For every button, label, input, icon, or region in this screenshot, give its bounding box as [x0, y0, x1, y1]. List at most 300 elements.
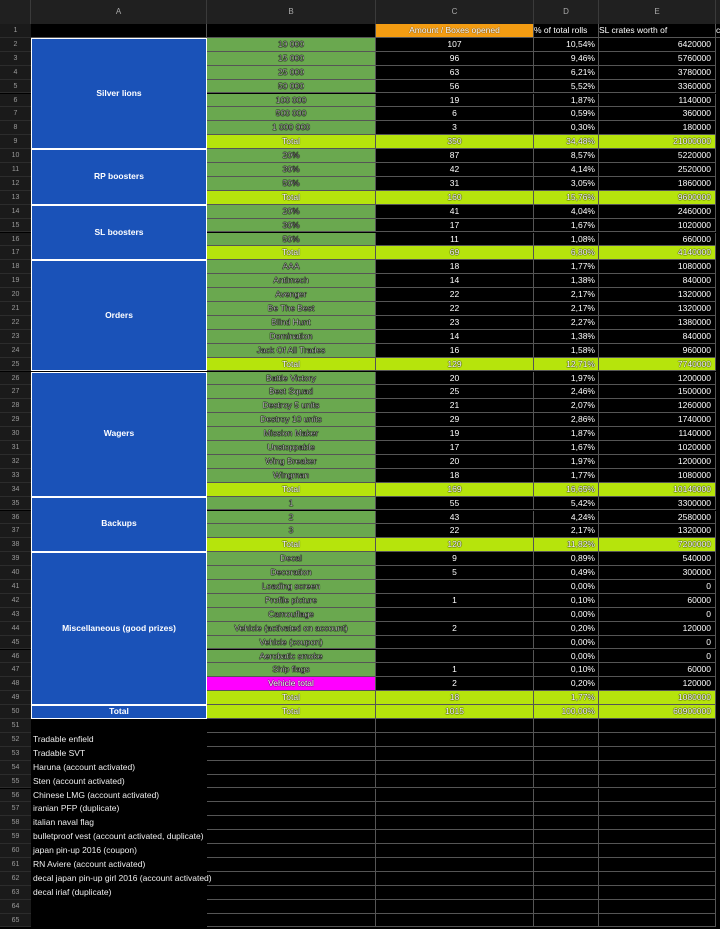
row-number[interactable]: 65: [0, 914, 31, 928]
item-name-cell[interactable]: 10 000: [207, 38, 376, 52]
row-number[interactable]: 28: [0, 399, 31, 413]
column-header-c[interactable]: C: [376, 0, 534, 24]
row-number[interactable]: 36: [0, 511, 31, 525]
percent-cell[interactable]: 1,87%: [534, 427, 599, 441]
category-label[interactable]: Silver lions: [31, 38, 207, 149]
row-number[interactable]: 41: [0, 580, 31, 594]
category-label[interactable]: Orders: [31, 260, 207, 371]
sl-worth-cell[interactable]: 2580000: [599, 511, 716, 525]
item-name-cell[interactable]: Battle Victory: [207, 372, 376, 386]
item-name-cell[interactable]: Ship flags: [207, 663, 376, 677]
row-number[interactable]: 55: [0, 775, 31, 789]
amount-cell[interactable]: 1: [376, 663, 534, 677]
amount-cell[interactable]: [376, 608, 534, 622]
row-number[interactable]: 31: [0, 441, 31, 455]
sl-worth-cell[interactable]: 1740000: [599, 413, 716, 427]
empty-cell[interactable]: [534, 872, 599, 886]
sl-worth-cell[interactable]: 840000: [599, 330, 716, 344]
empty-cell[interactable]: [599, 900, 716, 914]
empty-cell[interactable]: [376, 775, 534, 789]
empty-cell[interactable]: [376, 747, 534, 761]
note-text[interactable]: [31, 719, 33, 733]
row-number[interactable]: 39: [0, 552, 31, 566]
empty-cell[interactable]: [207, 886, 376, 900]
amount-cell[interactable]: 23: [376, 316, 534, 330]
group-total-amount[interactable]: 69: [376, 246, 534, 260]
row-number[interactable]: 6: [0, 94, 31, 108]
column-header-a[interactable]: A: [31, 0, 207, 24]
group-total-label[interactable]: Total: [207, 691, 376, 705]
empty-cell[interactable]: [534, 747, 599, 761]
amount-cell[interactable]: 25: [376, 385, 534, 399]
row-number[interactable]: 23: [0, 330, 31, 344]
empty-cell[interactable]: [376, 733, 534, 747]
sl-worth-cell[interactable]: 1380000: [599, 316, 716, 330]
empty-cell[interactable]: [207, 789, 376, 803]
group-total-amount[interactable]: 129: [376, 358, 534, 372]
percent-cell[interactable]: 0,30%: [534, 121, 599, 135]
amount-cell[interactable]: 6: [376, 107, 534, 121]
row-number[interactable]: 33: [0, 469, 31, 483]
sl-worth-cell[interactable]: 1080000: [599, 469, 716, 483]
empty-cell[interactable]: [207, 802, 376, 816]
row-number[interactable]: 60: [0, 844, 31, 858]
row-number[interactable]: 62: [0, 872, 31, 886]
sl-worth-cell[interactable]: 540000: [599, 552, 716, 566]
item-name-cell[interactable]: Blind Hunt: [207, 316, 376, 330]
group-total-sl-worth[interactable]: 21000000: [599, 135, 716, 149]
category-label[interactable]: Backups: [31, 497, 207, 553]
item-name-cell[interactable]: Wing Breaker: [207, 455, 376, 469]
percent-cell[interactable]: 1,58%: [534, 344, 599, 358]
percent-cell[interactable]: 0,20%: [534, 677, 599, 691]
empty-cell[interactable]: [376, 816, 534, 830]
percent-cell[interactable]: 1,97%: [534, 455, 599, 469]
item-name-cell[interactable]: 25 000: [207, 66, 376, 80]
row-number[interactable]: 42: [0, 594, 31, 608]
percent-cell[interactable]: 2,27%: [534, 316, 599, 330]
percent-cell[interactable]: 1,77%: [534, 260, 599, 274]
amount-cell[interactable]: 41: [376, 205, 534, 219]
row-number[interactable]: 26: [0, 372, 31, 386]
row-number[interactable]: 61: [0, 858, 31, 872]
row-number[interactable]: 47: [0, 663, 31, 677]
item-name-cell[interactable]: 3: [207, 524, 376, 538]
note-text[interactable]: [31, 900, 33, 914]
amount-cell[interactable]: 21: [376, 399, 534, 413]
amount-cell[interactable]: [376, 580, 534, 594]
empty-cell[interactable]: [599, 789, 716, 803]
percent-cell[interactable]: 2,17%: [534, 524, 599, 538]
group-total-amount[interactable]: 350: [376, 135, 534, 149]
item-name-cell[interactable]: 1: [207, 497, 376, 511]
percent-cell[interactable]: 0,49%: [534, 566, 599, 580]
empty-cell[interactable]: [207, 747, 376, 761]
header-cell-a[interactable]: [31, 24, 207, 38]
row-number[interactable]: 32: [0, 455, 31, 469]
sl-worth-cell[interactable]: 300000: [599, 566, 716, 580]
row-number[interactable]: 54: [0, 761, 31, 775]
percent-cell[interactable]: 0,00%: [534, 636, 599, 650]
empty-cell[interactable]: [599, 872, 716, 886]
row-number[interactable]: 20: [0, 288, 31, 302]
amount-cell[interactable]: 29: [376, 413, 534, 427]
item-name-cell[interactable]: 2: [207, 511, 376, 525]
row-number[interactable]: 56: [0, 789, 31, 803]
sl-worth-cell[interactable]: 180000: [599, 121, 716, 135]
percent-cell[interactable]: 1,77%: [534, 469, 599, 483]
sl-worth-cell[interactable]: 1140000: [599, 427, 716, 441]
empty-cell[interactable]: [534, 858, 599, 872]
item-name-cell[interactable]: Domination: [207, 330, 376, 344]
group-total-sl-worth[interactable]: 4140000: [599, 246, 716, 260]
sl-worth-cell[interactable]: 1320000: [599, 302, 716, 316]
percent-cell[interactable]: 10,54%: [534, 38, 599, 52]
row-number[interactable]: 38: [0, 538, 31, 552]
empty-cell[interactable]: [534, 914, 599, 928]
item-name-cell[interactable]: AAA: [207, 260, 376, 274]
row-number[interactable]: 35: [0, 497, 31, 511]
group-total-amount[interactable]: 18: [376, 691, 534, 705]
item-name-cell[interactable]: 1 000 000: [207, 121, 376, 135]
row-number[interactable]: 52: [0, 733, 31, 747]
empty-cell[interactable]: [599, 914, 716, 928]
empty-cell[interactable]: [207, 775, 376, 789]
row-number[interactable]: 50: [0, 705, 31, 719]
amount-cell[interactable]: 19: [376, 94, 534, 108]
percent-cell[interactable]: 8,57%: [534, 149, 599, 163]
sl-worth-cell[interactable]: 1860000: [599, 177, 716, 191]
note-text[interactable]: RN Aviere (account activated): [33, 859, 146, 869]
amount-cell[interactable]: 22: [376, 524, 534, 538]
grand-total-amount[interactable]: 1015: [376, 705, 534, 719]
group-total-sl-worth[interactable]: 7200000: [599, 538, 716, 552]
amount-cell[interactable]: 19: [376, 427, 534, 441]
amount-cell[interactable]: 55: [376, 497, 534, 511]
percent-cell[interactable]: 3,05%: [534, 177, 599, 191]
row-number[interactable]: 21: [0, 302, 31, 316]
empty-cell[interactable]: [599, 816, 716, 830]
amount-cell[interactable]: 22: [376, 288, 534, 302]
note-text[interactable]: decal japan pin-up girl 2016 (account activated): [33, 872, 212, 883]
grand-total-label[interactable]: Total: [31, 705, 207, 719]
note-text[interactable]: [31, 914, 33, 928]
percent-cell[interactable]: 6,21%: [534, 66, 599, 80]
row-number[interactable]: 8: [0, 121, 31, 135]
percent-cell[interactable]: 9,46%: [534, 52, 599, 66]
percent-cell[interactable]: 0,59%: [534, 107, 599, 121]
sl-worth-cell[interactable]: 60000: [599, 663, 716, 677]
amount-cell[interactable]: [376, 636, 534, 650]
sl-worth-cell[interactable]: 2460000: [599, 205, 716, 219]
row-number[interactable]: 45: [0, 636, 31, 650]
percent-cell[interactable]: 0,10%: [534, 594, 599, 608]
amount-cell[interactable]: 63: [376, 66, 534, 80]
grand-total-label-b[interactable]: Total: [207, 705, 376, 719]
sl-worth-cell[interactable]: 0: [599, 636, 716, 650]
group-total-label[interactable]: Total: [207, 483, 376, 497]
amount-cell[interactable]: 96: [376, 52, 534, 66]
sl-worth-cell[interactable]: 660000: [599, 233, 716, 247]
empty-cell[interactable]: [376, 886, 534, 900]
item-name-cell[interactable]: Unstoppable: [207, 441, 376, 455]
empty-cell[interactable]: [534, 719, 599, 733]
category-label[interactable]: RP boosters: [31, 149, 207, 205]
item-name-cell[interactable]: 20%: [207, 205, 376, 219]
row-number[interactable]: 19: [0, 274, 31, 288]
header-percent-total-rolls[interactable]: % of total rolls: [534, 24, 599, 38]
group-total-percent[interactable]: 6,80%: [534, 246, 599, 260]
item-name-cell[interactable]: Best Squad: [207, 385, 376, 399]
group-total-sl-worth[interactable]: 10140000: [599, 483, 716, 497]
row-number[interactable]: 22: [0, 316, 31, 330]
sl-worth-cell[interactable]: 1020000: [599, 441, 716, 455]
item-name-cell[interactable]: Avenger: [207, 288, 376, 302]
group-total-label[interactable]: Total: [207, 358, 376, 372]
row-number[interactable]: 1: [0, 24, 31, 38]
row-number[interactable]: 4: [0, 66, 31, 80]
category-label[interactable]: Miscellaneous (good prizes): [31, 552, 207, 705]
sl-worth-cell[interactable]: 0: [599, 608, 716, 622]
item-name-cell[interactable]: Antimech: [207, 274, 376, 288]
sl-worth-cell[interactable]: 6420000: [599, 38, 716, 52]
percent-cell[interactable]: 4,24%: [534, 511, 599, 525]
group-total-percent[interactable]: 11,82%: [534, 538, 599, 552]
row-number[interactable]: 48: [0, 677, 31, 691]
sl-worth-cell[interactable]: 960000: [599, 344, 716, 358]
row-number[interactable]: 25: [0, 358, 31, 372]
amount-cell[interactable]: 2: [376, 622, 534, 636]
group-total-label[interactable]: Total: [207, 191, 376, 205]
row-number[interactable]: 58: [0, 816, 31, 830]
percent-cell[interactable]: 0,10%: [534, 663, 599, 677]
row-number[interactable]: 46: [0, 650, 31, 664]
sl-worth-cell[interactable]: 1260000: [599, 399, 716, 413]
row-number[interactable]: 30: [0, 427, 31, 441]
row-number[interactable]: 27: [0, 385, 31, 399]
row-number[interactable]: 29: [0, 413, 31, 427]
sl-worth-cell[interactable]: 360000: [599, 107, 716, 121]
group-total-label[interactable]: Total: [207, 538, 376, 552]
item-name-cell[interactable]: 50 000: [207, 80, 376, 94]
amount-cell[interactable]: [376, 650, 534, 664]
amount-cell[interactable]: 9: [376, 552, 534, 566]
empty-cell[interactable]: [376, 844, 534, 858]
percent-cell[interactable]: 0,20%: [534, 622, 599, 636]
row-number[interactable]: 34: [0, 483, 31, 497]
row-number[interactable]: 16: [0, 233, 31, 247]
sl-worth-cell[interactable]: 0: [599, 650, 716, 664]
amount-cell[interactable]: 14: [376, 330, 534, 344]
column-header-b[interactable]: B: [207, 0, 376, 24]
empty-cell[interactable]: [207, 830, 376, 844]
grand-total-percent[interactable]: 100,00%: [534, 705, 599, 719]
row-number[interactable]: 2: [0, 38, 31, 52]
empty-cell[interactable]: [534, 816, 599, 830]
note-text[interactable]: Chinese LMG (account activated): [33, 789, 160, 800]
percent-cell[interactable]: 2,46%: [534, 385, 599, 399]
category-label[interactable]: Wagers: [31, 372, 207, 497]
empty-cell[interactable]: [534, 900, 599, 914]
sl-worth-cell[interactable]: 120000: [599, 622, 716, 636]
amount-cell[interactable]: 5: [376, 566, 534, 580]
row-number[interactable]: 10: [0, 149, 31, 163]
item-name-cell[interactable]: Loading screen: [207, 580, 376, 594]
category-label[interactable]: SL boosters: [31, 205, 207, 261]
note-text[interactable]: Tradable enfield: [33, 733, 94, 744]
grand-total-sl-worth[interactable]: 60900000: [599, 705, 716, 719]
empty-cell[interactable]: [599, 719, 716, 733]
row-number[interactable]: 11: [0, 163, 31, 177]
group-total-amount[interactable]: 120: [376, 538, 534, 552]
group-total-label[interactable]: Total: [207, 135, 376, 149]
item-name-cell[interactable]: Aerobatic smoke: [207, 650, 376, 664]
item-name-cell[interactable]: Mission Maker: [207, 427, 376, 441]
amount-cell[interactable]: 11: [376, 233, 534, 247]
percent-cell[interactable]: 1,67%: [534, 219, 599, 233]
percent-cell[interactable]: 4,14%: [534, 163, 599, 177]
percent-cell[interactable]: 0,89%: [534, 552, 599, 566]
group-total-percent[interactable]: 16,65%: [534, 483, 599, 497]
row-number[interactable]: 7: [0, 107, 31, 121]
group-total-label[interactable]: Total: [207, 246, 376, 260]
empty-cell[interactable]: [599, 844, 716, 858]
item-name-cell[interactable]: Destroy 10 units: [207, 413, 376, 427]
item-name-cell[interactable]: 15 000: [207, 52, 376, 66]
empty-cell[interactable]: [207, 872, 376, 886]
group-total-percent[interactable]: 12,71%: [534, 358, 599, 372]
empty-cell[interactable]: [376, 858, 534, 872]
amount-cell[interactable]: 20: [376, 455, 534, 469]
amount-cell[interactable]: 2: [376, 677, 534, 691]
empty-cell[interactable]: [599, 775, 716, 789]
item-name-cell[interactable]: 20%: [207, 149, 376, 163]
empty-cell[interactable]: [207, 858, 376, 872]
item-name-cell[interactable]: Camouflage: [207, 608, 376, 622]
item-name-cell[interactable]: 50%: [207, 233, 376, 247]
percent-cell[interactable]: 5,52%: [534, 80, 599, 94]
empty-cell[interactable]: [534, 802, 599, 816]
sl-worth-cell[interactable]: 3780000: [599, 66, 716, 80]
item-name-cell[interactable]: Decal: [207, 552, 376, 566]
empty-cell[interactable]: [534, 761, 599, 775]
item-name-cell[interactable]: Decoration: [207, 566, 376, 580]
row-number[interactable]: 51: [0, 719, 31, 733]
amount-cell[interactable]: 42: [376, 163, 534, 177]
empty-cell[interactable]: [599, 747, 716, 761]
empty-cell[interactable]: [534, 844, 599, 858]
empty-cell[interactable]: [207, 914, 376, 928]
empty-cell[interactable]: [599, 733, 716, 747]
group-total-sl-worth[interactable]: 1080000: [599, 691, 716, 705]
amount-cell[interactable]: 14: [376, 274, 534, 288]
item-name-cell[interactable]: Wingman: [207, 469, 376, 483]
note-text[interactable]: japan pin-up 2016 (coupon): [33, 845, 137, 856]
row-number[interactable]: 5: [0, 80, 31, 94]
item-name-cell[interactable]: Vehicle total: [207, 677, 376, 691]
amount-cell[interactable]: 56: [376, 80, 534, 94]
row-number[interactable]: 18: [0, 260, 31, 274]
sl-worth-cell[interactable]: 1020000: [599, 219, 716, 233]
note-text[interactable]: Sten (account activated): [33, 775, 125, 786]
group-total-percent[interactable]: 1,77%: [534, 691, 599, 705]
row-number[interactable]: 24: [0, 344, 31, 358]
percent-cell[interactable]: 1,38%: [534, 330, 599, 344]
empty-cell[interactable]: [376, 719, 534, 733]
empty-cell[interactable]: [534, 789, 599, 803]
sl-worth-cell[interactable]: 1320000: [599, 524, 716, 538]
row-number[interactable]: 13: [0, 191, 31, 205]
item-name-cell[interactable]: Jack Of All Trades: [207, 344, 376, 358]
row-number[interactable]: 15: [0, 219, 31, 233]
sl-worth-cell[interactable]: 1200000: [599, 372, 716, 386]
percent-cell[interactable]: 2,07%: [534, 399, 599, 413]
percent-cell[interactable]: 2,17%: [534, 288, 599, 302]
percent-cell[interactable]: 0,00%: [534, 650, 599, 664]
select-all-corner[interactable]: [0, 0, 31, 24]
group-total-sl-worth[interactable]: 9600000: [599, 191, 716, 205]
row-number[interactable]: 49: [0, 691, 31, 705]
column-header-d[interactable]: D: [534, 0, 599, 24]
percent-cell[interactable]: 0,00%: [534, 580, 599, 594]
sl-worth-cell[interactable]: 1140000: [599, 94, 716, 108]
percent-cell[interactable]: 1,87%: [534, 94, 599, 108]
empty-cell[interactable]: [534, 830, 599, 844]
amount-cell[interactable]: 107: [376, 38, 534, 52]
sl-worth-cell[interactable]: 5220000: [599, 149, 716, 163]
item-name-cell[interactable]: 500 000: [207, 107, 376, 121]
sl-worth-cell[interactable]: 2520000: [599, 163, 716, 177]
empty-cell[interactable]: [376, 761, 534, 775]
sl-worth-cell[interactable]: 840000: [599, 274, 716, 288]
header-cell-f[interactable]: c: [716, 24, 720, 38]
sl-worth-cell[interactable]: 1200000: [599, 455, 716, 469]
amount-cell[interactable]: 31: [376, 177, 534, 191]
row-number[interactable]: 40: [0, 566, 31, 580]
empty-cell[interactable]: [207, 816, 376, 830]
row-number[interactable]: 63: [0, 886, 31, 900]
percent-cell[interactable]: 1,67%: [534, 441, 599, 455]
empty-cell[interactable]: [534, 886, 599, 900]
empty-cell[interactable]: [599, 761, 716, 775]
group-total-sl-worth[interactable]: 7740000: [599, 358, 716, 372]
group-total-percent[interactable]: 15,76%: [534, 191, 599, 205]
amount-cell[interactable]: 22: [376, 302, 534, 316]
note-text[interactable]: decal iriaf (duplicate): [33, 886, 112, 897]
amount-cell[interactable]: 3: [376, 121, 534, 135]
row-number[interactable]: 53: [0, 747, 31, 761]
item-name-cell[interactable]: 30%: [207, 163, 376, 177]
item-name-cell[interactable]: Profile picture: [207, 594, 376, 608]
amount-cell[interactable]: 17: [376, 219, 534, 233]
row-number[interactable]: 3: [0, 52, 31, 66]
row-number[interactable]: 14: [0, 205, 31, 219]
row-number[interactable]: 17: [0, 246, 31, 260]
header-sl-crates-worth[interactable]: SL crates worth of: [599, 24, 716, 38]
empty-cell[interactable]: [376, 872, 534, 886]
item-name-cell[interactable]: 50%: [207, 177, 376, 191]
item-name-cell[interactable]: Be The Best: [207, 302, 376, 316]
empty-cell[interactable]: [376, 802, 534, 816]
group-total-amount[interactable]: 160: [376, 191, 534, 205]
empty-cell[interactable]: [599, 858, 716, 872]
amount-cell[interactable]: 43: [376, 511, 534, 525]
header-cell-b[interactable]: [207, 24, 376, 38]
item-name-cell[interactable]: 30%: [207, 219, 376, 233]
header-amount-boxes-opened[interactable]: Amount / Boxes opened: [376, 24, 534, 38]
empty-cell[interactable]: [207, 761, 376, 775]
percent-cell[interactable]: 5,42%: [534, 497, 599, 511]
